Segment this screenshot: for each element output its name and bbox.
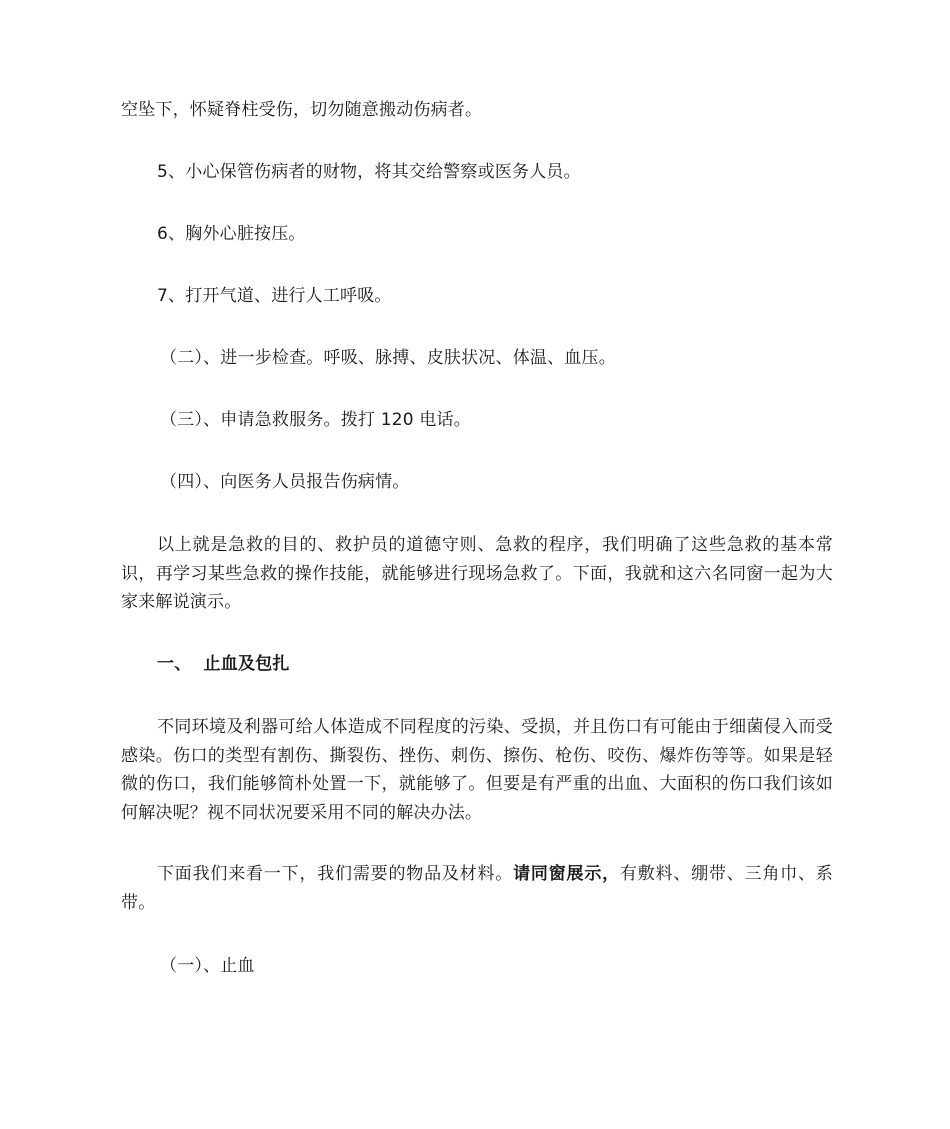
materials-list: 有敷料、绷带、三角巾、系带。: [121, 864, 834, 913]
section-heading: 一、 止血及包扎: [157, 654, 290, 674]
summary-paragraph: 以上就是急救的目的、救护员的道德守则、急救的程序，我们明确了这些急救的基本常识，再学习某些急救的操作技能，就能够进行现场急救了。下面，我就和这六名同窗一起为大家来解说演示。: [121, 535, 833, 612]
list-item-5: 5、小心保管伤病者的财物，将其交给警察或医务人员。: [157, 162, 581, 182]
subsection-heading: （一）、止血: [160, 956, 255, 976]
step-4: （四）、向医务人员报告伤病情。: [160, 472, 410, 492]
list-item-6: 6、胸外心脏按压。: [157, 224, 306, 244]
wound-paragraph: 不同环境及利器可给人体造成不同程度的污染、受损，并且伤口有可能由于细菌侵入而受感染。伤口的类型有割伤、撕裂伤、挫伤、刺伤、擦伤、枪伤、咬伤、爆炸伤等等。如果是轻微的伤口，我们能够简朴处置一下，就能够了。但要是有严重的出血、大面积的伤口我们该如何解决呢？视不同状况要采用不同的解决办法。: [121, 717, 833, 823]
materials-emphasis: 请同窗展示，: [513, 864, 620, 884]
materials-paragraph: [121, 860, 833, 917]
paragraph-continuation: 空坠下，怀疑脊柱受伤，切勿随意搬动伤病者。: [121, 100, 483, 120]
materials-intro: 下面我们来看一下，我们需要的物品及材料。: [157, 864, 514, 884]
list-item-7: 7、打开气道、进行人工呼吸。: [157, 286, 392, 306]
step-3: （三）、申请急救服务。拨打 120 电话。: [160, 410, 471, 430]
step-2: （二）、进一步检查。呼吸、脉搏、皮肤状况、体温、血压。: [160, 348, 616, 368]
